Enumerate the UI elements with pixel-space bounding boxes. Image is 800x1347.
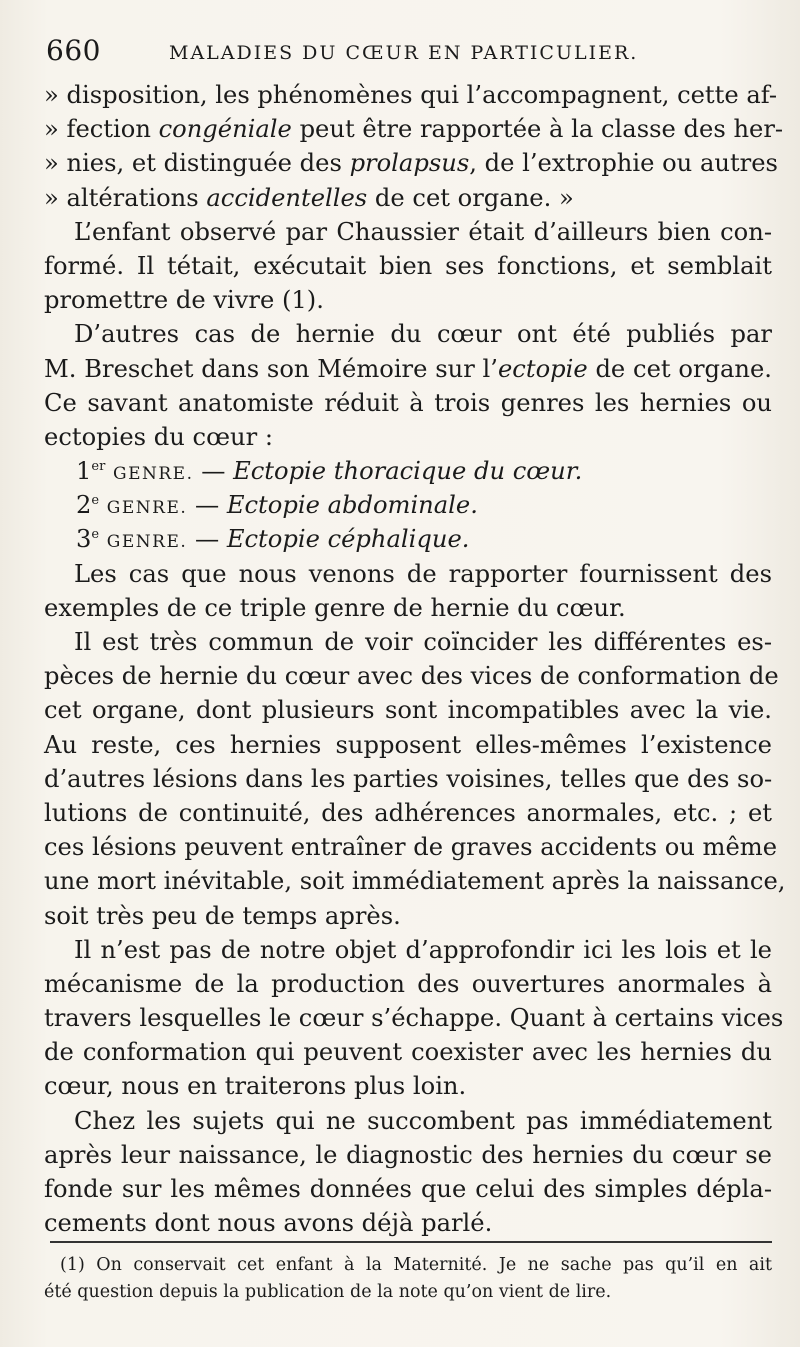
text-line: cet organe, dont plusieurs sont incompatibles avec la vie. [44,696,772,725]
body-text [44,78,786,1240]
text-line: promettre de vivre (1). [44,286,324,315]
text-line: ces lésions peuvent entraîner de graves accidents ou même [44,833,778,862]
text-line: lutions de continuité, des adhérences anormales, etc. ; et [44,798,772,827]
text-line: soit très peu de temps après. [44,901,401,930]
text-line: fonde sur les mêmes données que celui des simples dépla- [44,1175,772,1203]
text-line: travers lesquelles le cœur s’échappe. Quant à certains vices [44,1004,784,1033]
text-line: une mort inévitable, soit immédiatement après la naissance, [44,867,786,896]
text-line: cœur, nous en traiterons plus loin. [44,1072,467,1101]
text-line: de conformation qui peuvent coexister avec les hernies du [44,1038,772,1067]
text-line: exemples de ce triple genre de hernie du cœur. [44,593,626,622]
paragraph-start: Il n’est pas de notre objet d’approfondir ici les lois et le [74,935,772,964]
text-line: d’autres lésions dans les parties voisines, telles que des so- [44,764,773,793]
text-line: Ce savant anatomiste réduit à trois genres les hernies ou [44,388,772,417]
paragraph-start: L’enfant observé par Chaussier était d’ailleurs bien con- [74,217,772,246]
footnote [44,1252,772,1306]
text-line: cements dont nous avons déjà parlé. [44,1209,493,1238]
genre-item: 3e GENRE. — Ectopie céphalique. [76,525,470,554]
text-line: ectopies du cœur : [44,422,273,451]
footnote-rule [50,1241,772,1243]
text-line: formé. Il tétait, exécutait bien ses fonctions, et semblait [44,251,772,280]
page-header [44,34,760,68]
paragraph-start: Les cas que nous venons de rapporter fournissent des [74,559,772,588]
footnote-line: été question depuis la publication de la note qu’on vient de lire. [44,1282,612,1302]
footnote-line: (1) On conservait cet enfant à la Maternité. Je ne sache pas qu’il en ait [60,1255,772,1275]
text-line: » fection congéniale peut être rapportée à la classe des her- [44,115,784,144]
genre-item: 1er GENRE. — Ectopie thoracique du cœur. [76,457,583,486]
paragraph-start: Chez les sujets qui ne succombent pas immédiatement [74,1106,772,1135]
genre-item: 2e GENRE. — Ectopie abdominale. [76,491,478,520]
text-line: » disposition, les phénomènes qui l’accompagnent, cette af- [44,81,778,109]
text-line: Au reste, ces hernies supposent elles-mêmes l’existence [44,730,772,759]
paragraph-start: D’autres cas de hernie du cœur ont été publiés par [74,320,772,349]
text-line: pèces de hernie du cœur avec des vices de conformation de [44,662,779,691]
text-line: » nies, et distinguée des prolapsus, de l’extrophie ou autres [44,149,778,178]
text-line: M. Breschet dans son Mémoire sur l’ectopie de cet organe. [44,354,772,383]
paragraph-start: Il est très commun de voir coïncider les différentes es- [74,628,772,656]
text-line: après leur naissance, le diagnostic des hernies du cœur se [44,1140,772,1169]
running-head: MALADIES DU CŒUR EN PARTICULIER. [169,42,639,64]
text-line: » altérations accidentelles de cet organe. » [44,183,574,212]
text-line: mécanisme de la production des ouvertures anormales à [44,969,772,998]
page-number: 660 [46,34,101,67]
